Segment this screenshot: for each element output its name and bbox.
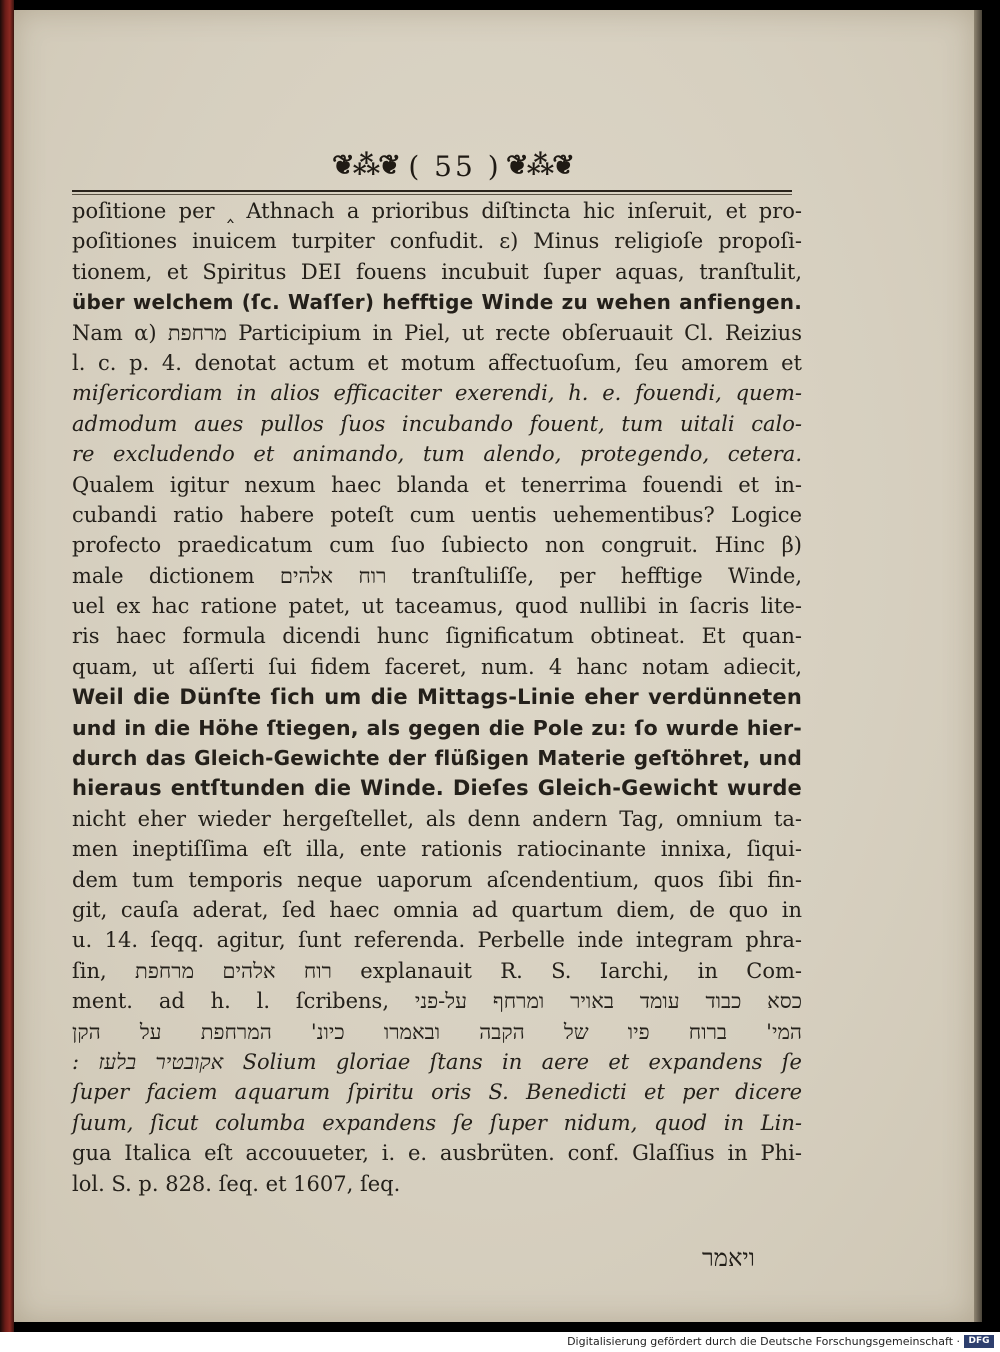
text-line: ment. ad h. l. ſcribens, כסא כבוד עומד באויר ומרחף על-פני [72, 989, 802, 1014]
text-line: gua Italica eſt accouueter, i. e. ausbrüten. conf. Glaſſius in Phi- [72, 1141, 802, 1166]
text-line: Nam α) מרחפת Participium in Piel, ut recte obſeruauit Cl. Reizius [72, 320, 802, 345]
text-line: über welchem (ſc. Waſſer) hefftige Winde zu wehen anfiengen. [72, 290, 802, 315]
header-rule [72, 190, 792, 192]
footer-bar [0, 1332, 1000, 1352]
text-line: ſuper faciem aquarum ſpiritu oris S. Benedicti et per dicere [72, 1080, 802, 1105]
text-line: poſitione per ‸ Athnach a prioribus diſtincta hic inſeruit, et pro- [72, 199, 802, 223]
page-header [14, 148, 974, 188]
text-line: tionem, et Spiritus DEI fouens incubuit ſuper aquas, tranſtulit, [72, 259, 802, 284]
text-line: re excludendo et animando, tum alendo, protegendo, cetera. [72, 442, 802, 467]
text-line: Weil die Dünſte ſich um die Mittags-Linie eher verdünneten [72, 685, 802, 710]
catchword: ויאמר [702, 1244, 755, 1272]
body-text [72, 196, 802, 1199]
text-line: poſitiones inuicem turpiter confudit. ε) Minus religioſe propoſi- [72, 229, 802, 254]
text-line: durch das Gleich-Gewichte der flüßigen Materie geſtöhret, und [72, 746, 802, 771]
ornament-right-icon: ❦⁂❦ [506, 150, 573, 181]
text-line: und in die Höhe ſtiegen, als gegen die Pole zu: ſo wurde hier- [72, 715, 802, 740]
text-line: cubandi ratio habere poteſt cum uentis uehementibus? Logice [72, 502, 802, 527]
footer-credit: Digitalisierung gefördert durch die Deutsche Forschungsgemeinschaft · [567, 1335, 960, 1348]
dfg-logo-icon: DFG [964, 1335, 994, 1348]
text-line: lol. S. p. 828. ſeq. et 1607, ſeq. [72, 1171, 401, 1196]
text-line: uel ex hac ratione patet, ut taceamus, quod nullibi in ſacris lite- [72, 594, 802, 619]
text-line: men ineptiſſima eſt illa, ente rationis ratiocinante innixa, ſiqui- [72, 837, 802, 862]
text-line: ris haec formula dicendi hunc ſignificatum obtineat. Et quan- [72, 624, 802, 649]
text-line: u. 14. ſeqq. agitur, ſunt referenda. Perbelle inde integram phra- [72, 928, 802, 953]
ornament-left-icon: ❦⁂❦ [332, 150, 399, 181]
page-edge [974, 10, 982, 1322]
header-rule-thin [72, 194, 792, 195]
text-line: male dictionem רוח אלהים tranſtuliſſe, per hefftige Winde, [72, 563, 802, 588]
text-line: ſuum, ſicut columba expandens ſe ſuper nidum, quod in Lin- [72, 1110, 802, 1135]
text-line: admodum aues pullos ſuos incubando fouent, tum uitali calo- [72, 411, 802, 436]
text-line: quam, ut aſſerti ſui fidem faceret, num. 4 hanc notam adiecit, [72, 654, 802, 679]
page-number: ( 55 ) [408, 150, 502, 183]
text-line: ſin, רוח אלהים מרחפת explanauit R. S. Iarchi, in Com- [72, 958, 802, 983]
text-line: dem tum temporis neque uaporum aſcendentium, quos ſibi fin- [72, 867, 802, 892]
text-line: Qualem igitur nexum haec blanda et tenerrima fouendi et in- [72, 472, 802, 497]
text-line: git, cauſa aderat, ſed haec omnia ad quartum diem, de quo in [72, 897, 802, 922]
text-line: miſericordiam in alios efficaciter exerendi, h. e. fouendi, quem- [72, 381, 802, 406]
text-line: profecto praedicatum cum ſuo ſubiecto non congruit. Hinc β) [72, 533, 802, 558]
book-spine [0, 0, 14, 1332]
text-line: : אקובטיר בלעז Solium gloriae ſtans in aere et expandens ſe [72, 1049, 802, 1074]
text-line: המי' ברוח פיו של הקבה ובאמרו כיונ' המרחפת על הקן [72, 1019, 802, 1044]
text-line: nicht eher wieder hergeſtellet, als denn andern Tag, omnium ta- [72, 806, 802, 831]
text-line: l. c. p. 4. denotat actum et motum affectuoſum, ſeu amorem et [72, 350, 802, 375]
text-line: hieraus entſtunden die Winde. Dieſes Gleich-Gewicht wurde [72, 776, 802, 801]
book-page [14, 10, 974, 1322]
